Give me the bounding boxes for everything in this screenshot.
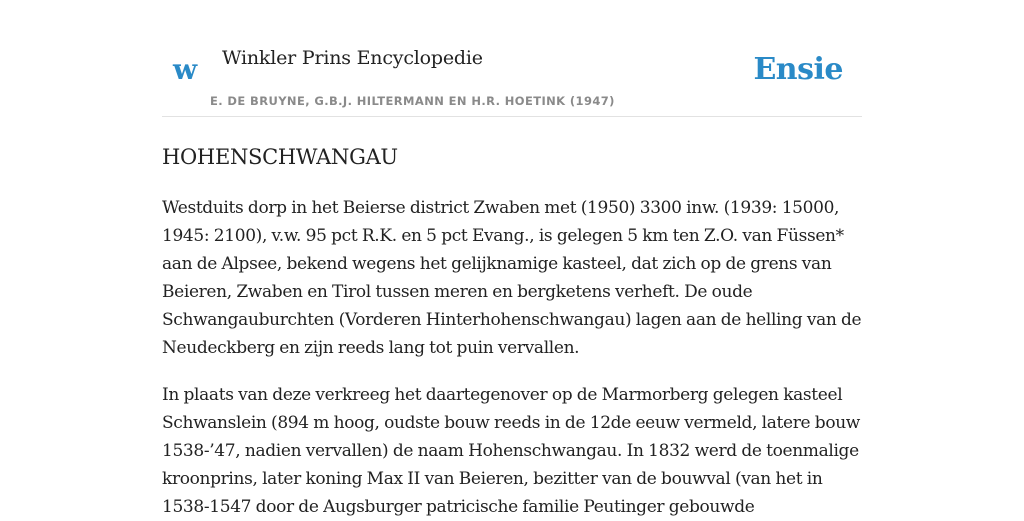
page (162, 0, 862, 521)
publication-authors: E. DE BRUYNE, G.B.J. HILTERMANN EN H.R. HOETINK (1947) (210, 94, 615, 108)
publication-title[interactable]: Winkler Prins Encyclopedie (222, 47, 483, 69)
entry-title: HOHENSCHWANGAU (162, 145, 398, 169)
header (162, 0, 862, 117)
article-body (162, 194, 862, 521)
ensie-logo[interactable]: Ensie (753, 52, 843, 87)
article-paragraph-2: In plaats van deze verkreeg het daartegenover op de Marmorberg gelegen kasteel Schwanslein (894 m hoog, oudste bouw reeds in de 12de eeuw vermeld, latere bouw 1538-’47, nadien vervallen) de naam Hohenschwangau. In 1832 werd de toenmalige kroonprins, later koning Max II van Beieren, bezitter van de bouwval (van het in 1538-1547 door de Augsburger patricische familie Peutinger gebouwde (162, 385, 861, 517)
article-paragraph-1: Westduits dorp in het Beierse district Zwaben met (1950) 3300 inw. (1939: 15000, 1945: 2100), v.w. 95 pct R.K. en 5 pct Evang., is gelegen 5 km ten Z.O. van Füssen* aan de Alpsee, bekend wegens het gelijknamige kasteel, dat zich op de grens van Beieren, Zwaben en Tirol tussen meren en bergketens verheft. De oude Schwangauburchten (Vorderen Hinterhohenschwangau) lagen aan de helling van de Neudeckberg en zijn reeds lang tot puin vervallen. (162, 198, 862, 358)
logo-w-icon[interactable]: w (173, 53, 198, 86)
